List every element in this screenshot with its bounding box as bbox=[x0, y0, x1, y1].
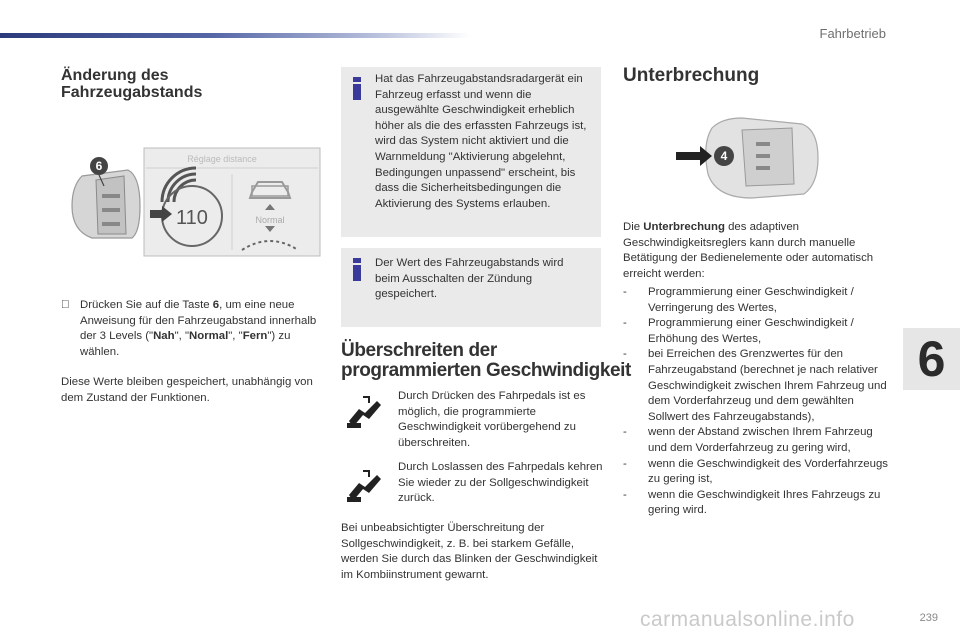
list-item: - bei Erreichen des Grenzwertes für den Fahrzeugabstand (berechnet je nach relativer Geschwindigkeit zwischen Ihrem Fahrzeug und dem Vorderfahrzeug und dem gewählten Sollwert des Fahrzeugabstands), bbox=[623, 347, 888, 425]
info-icon bbox=[353, 77, 361, 100]
pedal-release-icon bbox=[343, 469, 383, 503]
list-item: - wenn der Abstand zwischen Ihrem Fahrzeug und dem Vorderfahrzeug zu gering wird, bbox=[623, 425, 888, 456]
pedal-press-icon bbox=[343, 395, 383, 429]
pedal-release-text: Durch Loslassen des Fahrpedals kehren Sie wieder zu der Sollgeschwindigkeit zurück. bbox=[398, 461, 603, 505]
key-6: 6 bbox=[212, 299, 220, 311]
speed-readout: 110 bbox=[176, 207, 208, 229]
info-box-memory bbox=[341, 248, 601, 327]
level-far: Fern bbox=[242, 330, 268, 343]
info-memory-text: Der Wert des Fahrzeugabstands wird beim Ausschalten der Zündung gespeichert. bbox=[375, 257, 564, 301]
instruction-bullet: Drücken Sie auf die Taste 6, um eine neue Anweisung für den Fahrzeugabstand innerhalb der 3 Levels ("Nah", "Normal", "Fern") zu wählen. bbox=[61, 298, 323, 360]
heading-speed-exceeding: Überschreiten der programmierten Geschwindigkeit bbox=[341, 340, 631, 381]
info-activation-text: Hat das Fahrzeugabstandsradargerät ein Fahrzeug erfasst und wenn die ausgewählte Geschwindigkeit erheblich höher als die des erfassten Fahrzeugs ist, wird das System nicht aktiviert und die Warnmeldung "Aktivierung abgelehnt, Bedingungen unpassend" erscheint, bis dass die Sicherheitsbedingungen die Aktivierung des Systems erlauben. bbox=[375, 73, 587, 210]
bullet-symbol bbox=[61, 298, 70, 314]
interruption-bold: Unterbrechung bbox=[643, 221, 725, 233]
level-normal: Normal bbox=[189, 330, 229, 343]
list-item: - Programmierung einer Geschwindigkeit / Verringerung des Wertes, bbox=[623, 285, 888, 316]
button-6-label: 6 bbox=[95, 159, 103, 173]
pedal-press-text: Durch Drücken des Fahrpedals ist es möglich, die programmierte Geschwindigkeit vorübergehend zu überschreiten. bbox=[398, 390, 586, 449]
list-item: - wenn die Geschwindigkeit des Vorderfahrzeugs zu gering ist, bbox=[623, 457, 888, 488]
interruption-list bbox=[623, 285, 888, 519]
distance-setting-figure bbox=[62, 146, 324, 260]
watermark: carmanualsonline.info bbox=[640, 608, 855, 631]
list-item: - wenn die Geschwindigkeit Ihres Fahrzeugs zu gering wird. bbox=[623, 488, 888, 519]
interruption-figure bbox=[672, 114, 822, 206]
interruption-intro: Die Unterbrechung des adaptiven Geschwindigkeitsreglers kann durch manuelle Betätigung der Bedienelemente oder automatisch erreicht werden: bbox=[623, 221, 874, 280]
chapter-tab bbox=[903, 328, 960, 390]
info-box-activation bbox=[341, 67, 601, 237]
overspeed-note: Bei unbeabsichtigter Überschreitung der Sollgeschwindigkeit, z. B. bei starkem Gefälle, werden Sie durch das Blinken der Geschwindigkeit im Kombiinstrument gewarnt. bbox=[341, 522, 598, 581]
info-icon bbox=[353, 258, 361, 281]
button-4-label: 4 bbox=[720, 149, 728, 163]
list-item: - Programmierung einer Geschwindigkeit / Erhöhung des Wertes, bbox=[623, 316, 888, 347]
heading-distance-change: Änderung des Fahrzeugabstands bbox=[61, 67, 203, 101]
distance-setting-label: Normal bbox=[255, 215, 285, 225]
heading-interruption: Unterbrechung bbox=[623, 65, 760, 86]
level-near: Nah bbox=[153, 330, 175, 343]
memory-note: Diese Werte bleiben gespeichert, unabhängig von dem Zustand der Funktionen. bbox=[61, 376, 313, 404]
screen-title: Réglage distance bbox=[187, 154, 257, 164]
page-number: 239 bbox=[919, 612, 938, 624]
header-accent-bar bbox=[0, 33, 470, 38]
section-title: Fahrbetrieb bbox=[819, 26, 886, 41]
chapter-number: 6 bbox=[917, 331, 946, 387]
